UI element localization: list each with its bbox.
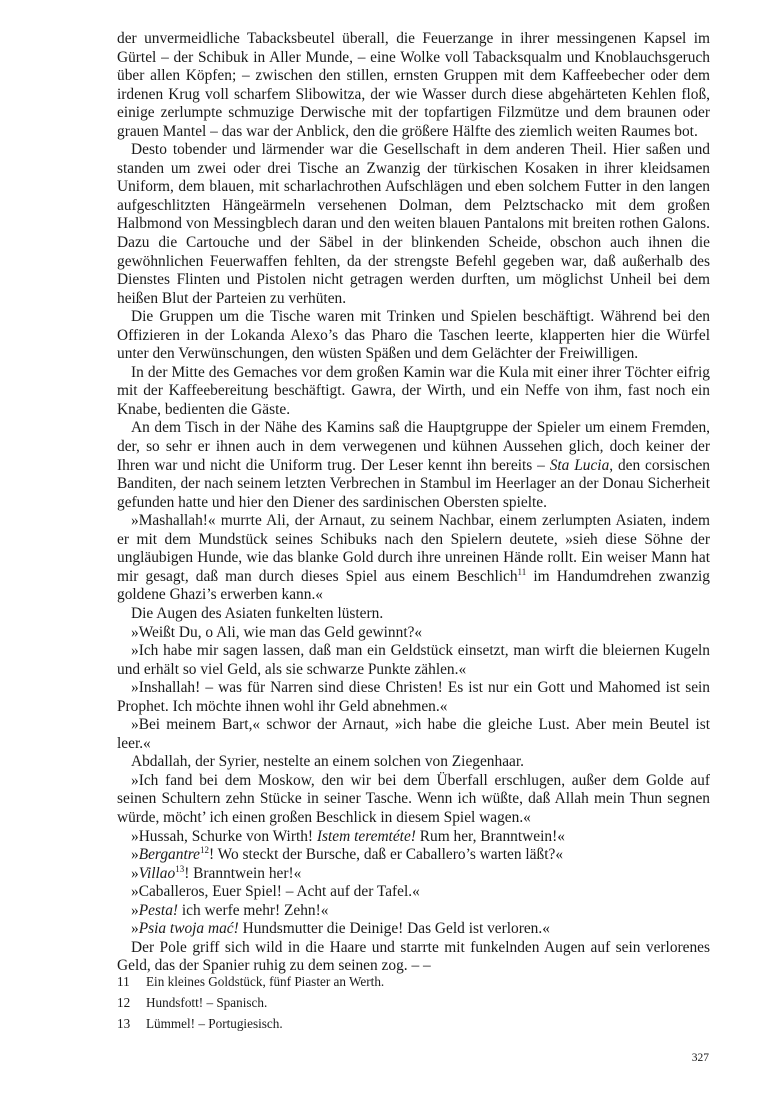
paragraph [117, 753, 710, 772]
text-run: » [131, 846, 139, 864]
paragraph [117, 30, 710, 141]
text-run: »Ich fand bei dem Moskow, den wir bei dem Überfall erschlugen, außer dem Golde auf seinen Schultern zehn Stücke in seiner Tasche. Wenn ich wüßte, daß Allah mein Thun segnen würde, möcht’ ich einen großen Beschlick in diesem Spiel wagen.« [117, 771, 710, 826]
italic-text: Pesta! [138, 901, 179, 919]
text-run: An dem Tisch in der Nähe des Kamins saß die Hauptgruppe der Spieler um einem Fremden, der, so sehr er ihnen auch in dem verwegenen und kühnen Aussehen glich, doch keiner der Ihren war und nicht die Uniform trug. Der Leser kennt ihn bereits – [117, 419, 710, 474]
paragraph [117, 828, 710, 847]
text-run: Die Augen des Asiaten funkelten lüstern. [131, 604, 384, 622]
footnote [117, 971, 710, 992]
text-run: »Inshallah! – was für Narren sind diese Christen! Es ist nur ein Gott und Mahomed ist sein Prophet. Ich möchte ihnen wohl ihr Geld abnehmen.« [117, 679, 710, 715]
page-number: 327 [691, 1052, 709, 1064]
paragraph [117, 308, 710, 364]
paragraph [117, 624, 710, 643]
paragraph [117, 679, 710, 716]
text-run: ! Wo steckt der Bursche, daß er Caballero’s warten läßt?« [208, 846, 564, 864]
text-run: , den corsischen Banditen, der nach seinem letzten Verbrechen in Stambul im Heerlager an der Donau Sicherheit gefunden hatte und hier den Diener des sardinischen Obersten spielte. [117, 456, 710, 511]
text-run: Hundsmutter die Deinige! Das Geld ist verloren.« [238, 920, 550, 938]
footnote-marker: 12 [199, 845, 209, 856]
footnote-marker: 11 [517, 566, 527, 577]
text-run: Desto tobender und lärmender war die Gesellschaft in dem anderen Theil. Hier saßen und standen um zwei oder drei Tische an Zwanzig der türkischen Kosaken in ihrer kleidsamen Uniform, dem blauen, mit scharlachrothen Aufschlägen und eben solchem Futter in den langen aufgeschlitzten Hängeärmeln versehenen Dolman, dem Pelztschacko mit dem großen Halbmond von Messingblech daran und den weiten blauen Pantalons mit breiten rothen Galons. Dazu die Cartouche und der Säbel in der blinkenden Scheide, obschon auch ihnen die gewöhnlichen Feuerwaffen fehlten, da der strengste Befehl gegeben war, daß außerhalb des Dienstes Flinten und Pistolen nicht getragen werden durften, um möglichst Unheil bei dem heißen Blut der Parteien zu verhüten. [117, 141, 710, 307]
paragraph [117, 902, 710, 921]
text-run: ich werfe mehr! Zehn!« [178, 901, 329, 919]
paragraph [117, 920, 710, 939]
text-run: » [131, 920, 139, 938]
footnote [117, 1013, 710, 1034]
text-run: ! Branntwein her!« [184, 864, 302, 882]
text-run: Die Gruppen um die Tische waren mit Trinken und Spielen beschäftigt. Während bei den Offizieren in der Lokanda Alexo’s das Pharo die Taschen leerte, klapperten hier die Würfel unter den Verwünschungen, den wüsten Späßen und dem Gelächter der Freiwilligen. [117, 308, 710, 363]
italic-text: Istem teremtéte! [316, 827, 416, 845]
body-text [117, 30, 710, 976]
text-run: » [131, 901, 139, 919]
text-run: Der Pole griff sich wild in die Haare und starrte mit funkelnden Augen auf sein verlorenes Geld, das der Spanier ruhig zu dem seinen zog. – – [117, 938, 710, 975]
footnote-text: Lümmel! – Portugiesisch. [146, 1016, 283, 1031]
footnote-number: 13 [117, 1016, 131, 1031]
text-run: Rum her, Branntwein!« [415, 827, 565, 845]
text-run: In der Mitte des Gemaches vor dem großen Kamin war die Kula mit einer ihrer Töchter eifrig mit der Kaffeebereitung beschäftigt. Gawra, der Wirth, und ein Neffe von ihm, fast noch ein Knabe, bedienten die Gäste. [117, 363, 710, 418]
paragraph [117, 364, 710, 420]
footnote-text: Ein kleines Goldstück, fünf Piaster an Werth. [146, 974, 385, 989]
italic-text: Bergantre [138, 846, 200, 864]
paragraph [117, 865, 710, 884]
italic-text: Villao [138, 864, 176, 882]
paragraph [117, 716, 710, 753]
text-run: »Ich habe mir sagen lassen, daß man ein Geldstück einsetzt, man wirft die bleiernen Kugeln und erhält so viel Geld, als sie schwarze Punkte zählen.« [117, 642, 710, 678]
text-run: »Hussah, Schurke von Wirth! [131, 827, 317, 845]
footnote-number: 12 [117, 995, 131, 1010]
footnote [117, 992, 710, 1013]
italic-text: Psia twoja mać! [138, 920, 239, 938]
paragraph [117, 141, 710, 308]
text-run: »Weißt Du, o Ali, wie man das Geld gewinnt?« [131, 623, 423, 641]
text-run: »Bei meinem Bart,« schwor der Arnaut, »ich habe die gleiche Lust. Aber mein Beutel ist leer.« [117, 716, 710, 752]
paragraph [117, 642, 710, 679]
paragraph [117, 512, 710, 605]
text-run: der unvermeidliche Tabacksbeutel überall, die Feuerzange in ihrer messingenen Kapsel im Gürtel – der Schibuk in Aller Munde, – eine Wolke voll Tabacksqualm und Knoblauchsgeruch über allen Köpfen; – zwischen den stillen, ernsten Gruppen mit dem Kaffeebecher oder dem irdenen Krug voll scharfem Slibowitza, der wie Wasser durch diese abgehärteten Kehlen floß, einige zerlumpte schmuzige Derwische mit der topfartigen Filzmütze und dem braunen oder grauen Mantel – das war der Anblick, den die größere Hälfte des ziemlich weiten Raumes bot. [117, 30, 710, 140]
text-run: im Handumdrehen zwanzig goldene Ghazi’s erwerben kann.« [117, 567, 710, 604]
text-run: Abdallah, der Syrier, nestelte an einem solchen von Ziegenhaar. [131, 753, 524, 771]
text-run: »Mashallah!« murrte Ali, der Arnaut, zu seinem Nachbar, einem zerlumpten Asiaten, indem er mit dem Mundstück seines Schibuks nach den Spielern deutete, »sieh diese Söhne der ungläubigen Hunde, wie das blanke Gold durch ihre unreinen Hände rollt. Ein weiser Mann hat mir gesagt, daß man durch dieses Spiel aus einem Beschlich [117, 512, 710, 585]
footnote-marker: 13 [175, 863, 185, 874]
paragraph [117, 419, 710, 512]
paragraph [117, 772, 710, 828]
footnotes [117, 971, 710, 1034]
footnote-number: 11 [117, 974, 130, 989]
paragraph [117, 605, 710, 624]
text-run: » [131, 864, 139, 882]
italic-text: Sta Lucia [549, 456, 610, 474]
paragraph [117, 883, 710, 902]
text-run: »Caballeros, Euer Spiel! – Acht auf der Tafel.« [131, 883, 420, 901]
footnote-text: Hundsfott! – Spanisch. [146, 995, 268, 1010]
paragraph [117, 846, 710, 865]
